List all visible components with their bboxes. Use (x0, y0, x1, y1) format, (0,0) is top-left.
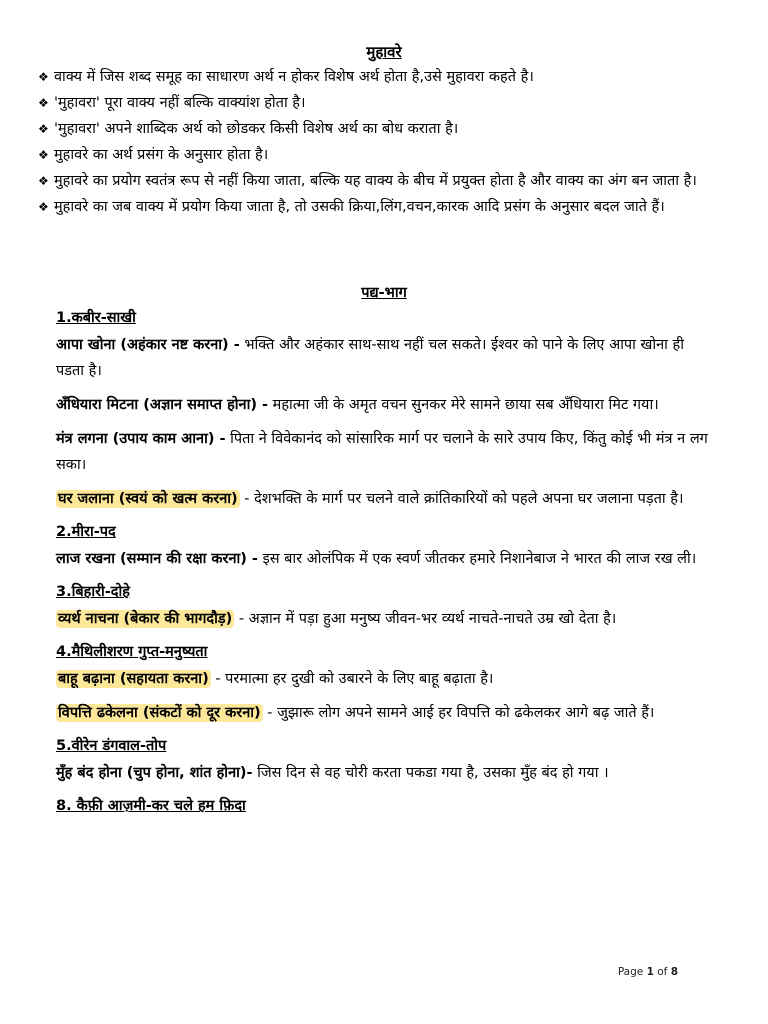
idiom-phrase: बाहू बढ़ाना (सहायता करना) (58, 671, 209, 687)
intro-bullet (38, 142, 728, 168)
chapter-title: 5.वीरेन डंगवाल-तोप (56, 738, 167, 754)
diamond-bullet-icon: ❖ (38, 122, 49, 136)
bullet-text: वाक्य में जिस शब्द समूह का साधारण अर्थ न होकर विशेष अर्थ होता है,उसे मुहावरा कहते है। (54, 69, 534, 85)
bullet-text: मुहावरे का जब वाक्य में प्रयोग किया जाता है, तो उसकी क्रिया,लिंग,वचन,कारक आदि प्रसंग के अनुसार बदल जाते हैं। (54, 199, 665, 215)
idiom-example: - जुझारू लोग अपने सामने आई हर विपत्ति को ढकेलकर आगे बढ़ जाते हैं। (267, 705, 655, 721)
page-of-label: of (653, 966, 671, 978)
chapter-section (56, 794, 712, 818)
chapter-title: 4.मैथिलीशरण गुप्त-मनुष्यता (56, 644, 208, 660)
chapter-title: 8. कैफ़ी आज़मी-कर चले हम फ़िदा (56, 798, 246, 814)
idiom-entry (56, 606, 712, 632)
idiom-phrase: मंत्र लगना (उपाय काम आना) - (56, 431, 226, 447)
diamond-bullet-icon: ❖ (38, 200, 49, 214)
page-title: मुहावरे (366, 43, 402, 61)
chapter-title: 3.बिहारी-दोहे (56, 584, 130, 600)
diamond-bullet-icon: ❖ (38, 96, 49, 110)
intro-bullet-list (38, 64, 728, 220)
idiom-entry (56, 700, 712, 726)
chapter-list (56, 300, 712, 820)
idiom-phrase: व्यर्थ नाचना (बेकार की भागदौड़) (58, 611, 233, 627)
chapter-section (56, 580, 712, 632)
intro-bullet (38, 64, 728, 90)
diamond-bullet-icon: ❖ (38, 174, 49, 188)
idiom-example: - देशभक्ति के मार्ग पर चलने वाले क्रांतिकारियों को पहले अपना घर जलाना पड़ता है। (244, 491, 684, 507)
idiom-phrase: विपत्ति ढकेलना (संकटों को दूर करना) (58, 705, 261, 721)
idiom-entry (56, 392, 712, 418)
idiom-entry (56, 760, 712, 786)
page-footer (618, 966, 678, 978)
idiom-example: महात्मा जी के अमृत वचन सुनकर मेरे सामने छाया सब अँधियारा मिट गया। (272, 397, 659, 413)
diamond-bullet-icon: ❖ (38, 70, 49, 84)
idiom-entry (56, 426, 712, 478)
idiom-phrase: घर जलाना (स्वयं को खत्म करना) (58, 491, 238, 507)
chapter-section (56, 640, 712, 726)
idiom-example: इस बार ओलंपिक में एक स्वर्ण जीतकर हमारे निशानेबाज ने भारत की लाज रख ली। (262, 551, 697, 567)
chapter-title: 1.कबीर-साखी (56, 310, 136, 326)
chapter-section (56, 306, 712, 512)
idiom-entry (56, 666, 712, 692)
bullet-text: 'मुहावरा' पूरा वाक्य नहीं बल्कि वाक्यांश होता है। (54, 95, 306, 111)
chapter-section (56, 520, 712, 572)
idiom-phrase: लाज रखना (सम्मान की रक्षा करना) - (56, 551, 258, 567)
intro-bullet (38, 194, 728, 220)
idiom-entry (56, 546, 712, 572)
idiom-phrase: अँधियारा मिटना (अज्ञान समाप्त होना) - (56, 397, 269, 413)
chapter-title: 2.मीरा-पद (56, 524, 116, 540)
bullet-text: मुहावरे का अर्थ प्रसंग के अनुसार होता है। (54, 147, 269, 163)
intro-bullet (38, 116, 728, 142)
bullet-text: मुहावरे का प्रयोग स्वतंत्र रूप से नहीं किया जाता, बल्कि यह वाक्य के बीच में प्रयुक्त होता है और वाक्य का अंग बन जाता है। (54, 173, 697, 189)
idiom-example: - परमात्मा हर दुखी को उबारने के लिए बाहू बढ़ाता है। (215, 671, 494, 687)
total-pages-number: 8 (670, 966, 678, 978)
idiom-entry (56, 332, 712, 384)
bullet-text: 'मुहावरा' अपने शाब्दिक अर्थ को छोडकर किसी विशेष अर्थ का बोध कराता है। (54, 121, 459, 137)
diamond-bullet-icon: ❖ (38, 148, 49, 162)
chapter-section (56, 734, 712, 786)
intro-bullet (38, 90, 728, 116)
current-page-number: 1 (646, 966, 654, 978)
idiom-example: भक्ति और अहंकार साथ-साथ नहीं चल सकते। ईश्वर को पाने के लिए आपा खोना ही पडता है। (56, 337, 684, 379)
idiom-phrase: मुँह बंद होना (चुप होना, शांत होना)- (56, 765, 253, 781)
idiom-entry (56, 486, 712, 512)
idiom-example: जिस दिन से वह चोरी करता पकडा गया है, उसका मुँह बंद हो गया । (257, 765, 609, 781)
idiom-example: - अज्ञान में पड़ा हुआ मनुष्य जीवन-भर व्यर्थ नाचते-नाचते उम्र खो देता है। (238, 611, 617, 627)
idiom-phrase: आपा खोना (अहंकार नष्ट करना) - (56, 337, 240, 353)
idiom-example: पिता ने विवेकानंद को सांसारिक मार्ग पर चलाने के सारे उपाय किए, किंतु कोई भी मंत्र न लग सका। (56, 431, 708, 473)
intro-bullet (38, 168, 728, 194)
page-label: Page (617, 966, 647, 978)
section-title: पद्य-भाग (361, 285, 407, 301)
